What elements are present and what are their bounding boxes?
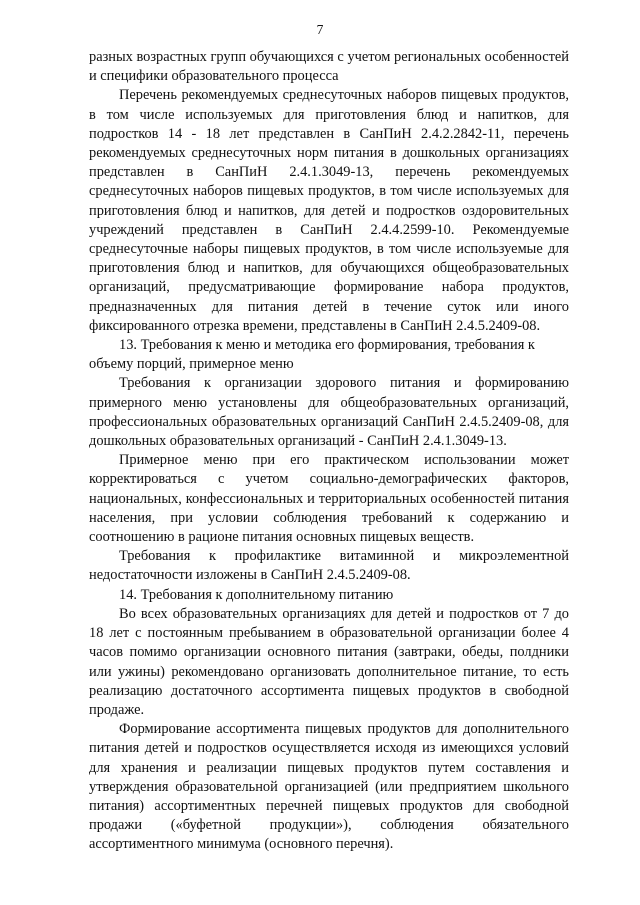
paragraph-regional-specifics: разных возрастных групп обучающихся с учетом региональных особенностей и специфики образовательного процесса [89, 49, 569, 85]
section-heading-14: 14. Требования к дополнительному питанию [119, 586, 394, 603]
paragraph-menu-adjustment: Примерное меню при его практическом использовании может корректироваться с учетом социально-демографических факторов, национальных, конфессиональных и территориальных особенностей питания населения, при условии соблюдения требований к содержанию и соотношению в рационе питания основных пищевых веществ. [89, 452, 569, 546]
paragraph-additional-nutrition: Во всех образовательных организациях для детей и подростков от 7 до 18 лет с постоянным пребыванием в образовательной организации более 4 часов помимо организации основного питания (завтраки, обеды, полдники или ужины) рекомендовано организовать дополнительное питание, то есть реализацию достаточного ассортимента пищевых продуктов в свободной продаже. [89, 605, 569, 718]
paragraph-daily-food-sets: Перечень рекомендуемых среднесуточных наборов пищевых продуктов, в том числе используемых для приготовления блюд и напитков, для подростков 14 - 18 лет представлен в СанПиН 2.4.2.2842-11, перечень рекомендуемых среднесуточных норм питания в дошкольных организациях представлен в СанПиН 2.4.1.3049-13, перечень рекомендуемых среднесуточных наборов пищевых продуктов, в том числе используемых для приготовления блюд и напитков, для детей и подростков оздоровительных учреждений представлен в СанПиН 2.4.4.2599-10. Рекомендуемые среднесуточные наборы пищевых продуктов, в том числе используемые для приготовления блюд и напитков, для обучающихся общеобразовательных организаций, предусматривающие формирование набора продуктов, предназначенных для питания детей в течение суток или иного фиксированного отрезка времени, представлены в СанПиН 2.4.5.2409-08. [89, 87, 569, 334]
paragraph-assortment-formation: Формирование ассортимента пищевых продуктов для дополнительного питания детей и подростков осуществляется исходя из имеющихся условий для хранения и реализации пищевых продуктов путем составления и утверждения образовательной организацией (или предприятием школьного питания) ассортиментных перечней пищевых продуктов для свободной продажи («буфетной продукции»), соблюдения обязательного ассортиментного минимума (основного перечня). [89, 721, 569, 853]
paragraph-menu-requirements: Требования к организации здорового питания и формированию примерного меню установлены для общеобразовательных организаций, профессиональных образовательных организаций СанПиН 2.4.5.2409-08, для дошкольных образовательных организаций - СанПиН 2.4.1.3049-13. [89, 375, 569, 450]
section-heading-13: 13. Требования к меню и методика его формирования, требования к объему порций, примерное меню [89, 337, 535, 373]
page-number: 7 [316, 22, 324, 37]
paragraph-vitamin-deficiency: Требования к профилактике витаминной и микроэлементной недостаточности изложены в СанПиН 2.4.5.2409-08. [89, 548, 569, 584]
document-body [89, 48, 569, 855]
